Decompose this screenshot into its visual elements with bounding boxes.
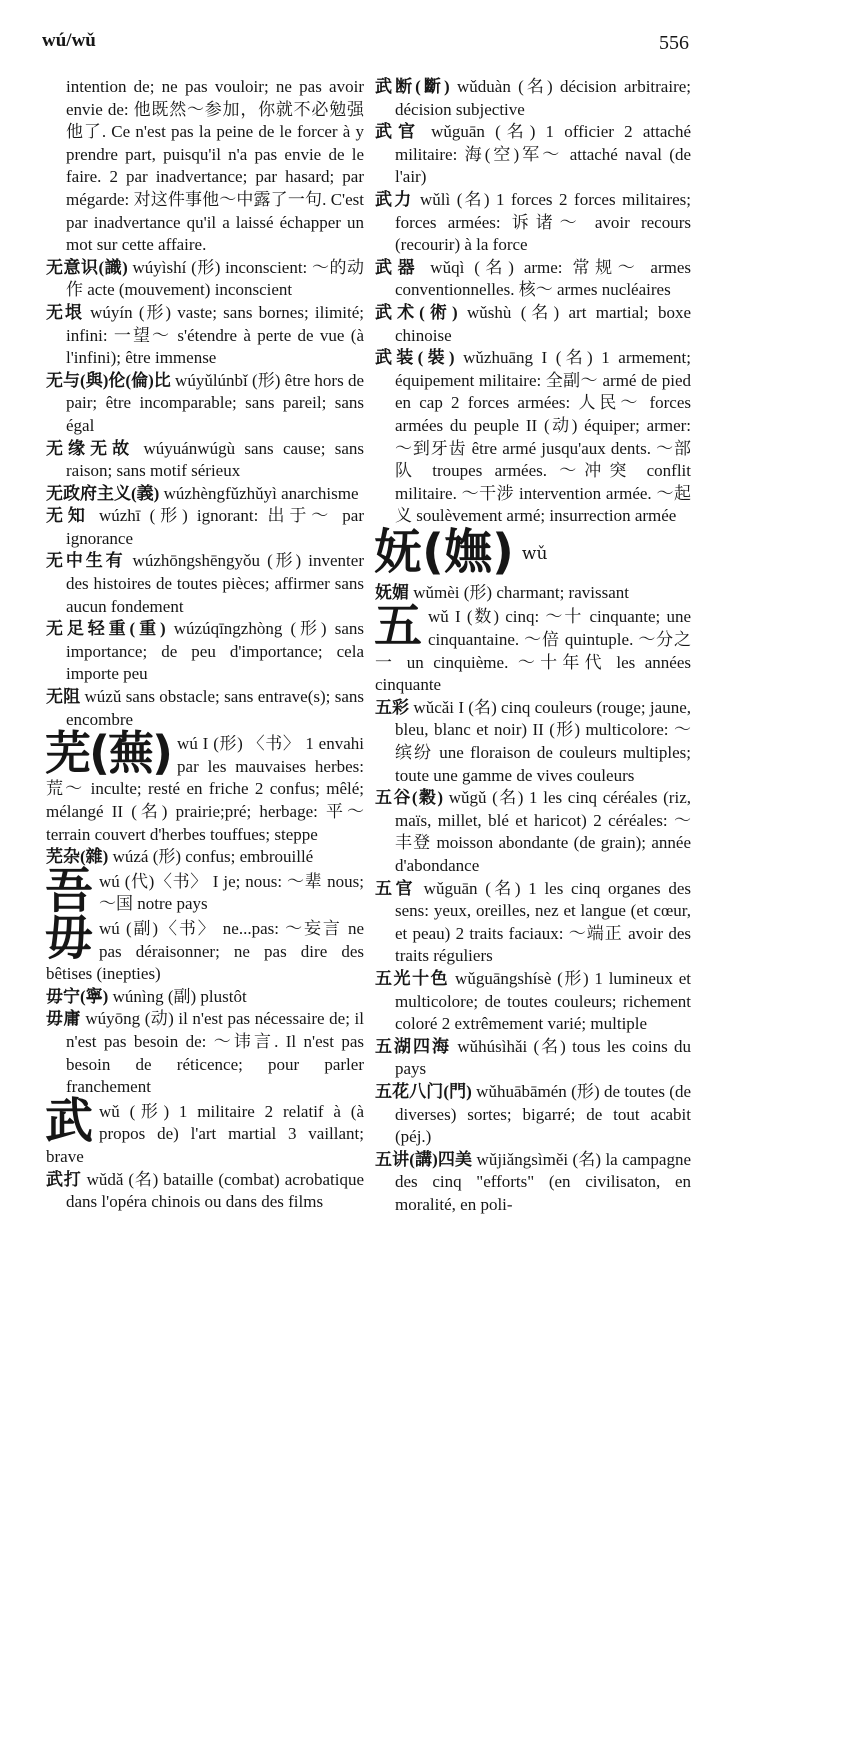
main-character: 武: [45, 1092, 94, 1149]
entry-definition: wǔqì (名) arme: 常规～ armes conventionnelles. 核～ armes nucléaires: [395, 257, 691, 300]
entry-headword: 武术(術): [375, 302, 458, 322]
entry-headword: 武装(裝): [375, 348, 455, 368]
dictionary-entry: [46, 370, 364, 438]
entry-definition: wúyōng (动) il n'est pas nécessaire de; il n'est pas besoin de: ～讳言. Il n'est pas besoin de réticence; pour parler franchement: [66, 1009, 364, 1097]
main-character-entry: [374, 598, 691, 696]
dictionary-entry: [46, 686, 364, 731]
dictionary-entry: [46, 846, 364, 869]
dictionary-entry: [375, 302, 691, 347]
dictionary-entry: [46, 550, 364, 618]
entry-headword: 无缘无故: [46, 438, 135, 458]
right-column: [375, 76, 691, 1217]
main-character: 芜(蕪): [45, 726, 172, 781]
dictionary-entry: [375, 968, 691, 1036]
entry-headword: 无意识(識): [46, 257, 128, 277]
dictionary-entry: [375, 257, 691, 302]
entry-headword: 五官: [375, 878, 416, 898]
dictionary-entry: [375, 1036, 691, 1081]
dictionary-entry: [46, 257, 364, 302]
entry-definition: wǔzhuāng I (名) 1 armement; équipement militaire: 全副～ armé de pied en cap 2 forces armées: 人民～ forces armées du peuple II (动) équiper; armer: ～到牙齿 être armé jusqu'aux dents. ～部队 troupes armées. ～冲突 conflit militaire. ～干涉 intervention armée. ～起义 soulèvement armé; insurrection armée: [395, 348, 692, 526]
pinyin: wǔ: [521, 543, 548, 564]
running-head: wú/wǔ: [42, 30, 96, 51]
entry-definition: wúyuánwúgù sans cause; sans raison; sans motif sérieux: [66, 438, 364, 481]
entry-definition: wǔguāngshísè (形) 1 lumineux et multicolore; de toutes couleurs; richement coloré 2 extrêmement varié; multiple: [395, 968, 692, 1034]
entry-definition: wúyín (形) vaste; sans bornes; ilimité; infini: 一望～ s'étendre à perte de vue (à l'infini); être immense: [66, 302, 365, 368]
entry-headword: 无垠: [46, 302, 84, 322]
entry-definition: wǔhuābāmén (形) de toutes (de diverses) sortes; bigarré; de tout acabit (péj.): [395, 1081, 691, 1147]
entry-definition: wǔguān (名) 1 officier 2 attaché militaire: 海(空)军～ attaché naval (de l'air): [395, 122, 691, 187]
main-character-entry: [45, 726, 364, 846]
entry-headword: 毋宁(寧): [46, 986, 109, 1006]
dictionary-entry: [46, 302, 364, 370]
entry-headword: 武官: [375, 122, 421, 142]
entry-headword: 五讲(講)四美: [375, 1149, 473, 1169]
entry-headword: 无足轻重(重): [46, 619, 166, 639]
entry-headword: 无知: [46, 506, 90, 526]
dictionary-entry: [46, 1169, 364, 1214]
entry-definition: wúzá (形) confus; embrouillé: [108, 847, 314, 867]
main-character: 吾: [45, 862, 94, 919]
dictionary-entry: [375, 878, 691, 968]
entry-definition: wǔgǔ (名) 1 les cinq céréales (riz, maïs, millet, blé et haricot) 2 céréales: ～丰登 moisson abondante (de grain); année d'abondance: [395, 788, 691, 875]
entry-definition: wúyìshí (形) inconscient: ～的动作 acte (mouvement) inconscient: [66, 257, 365, 300]
main-character-entry: [45, 862, 364, 919]
entry-definition: wǔshù (名) art martial; boxe chinoise: [395, 302, 691, 345]
left-column: [46, 76, 364, 1214]
dictionary-entry: [375, 697, 691, 787]
entry-definition: wǔcǎi I (名) cinq couleurs (rouge; jaune, bleu, blanc et noir) II (形) multicolore: ～缤纷 une floraison de couleurs multiples; toute une gamme de vives couleurs: [395, 697, 692, 785]
entry-headword: 武力: [375, 189, 414, 209]
entry-headword: 妩媚: [375, 582, 409, 602]
dictionary-entry: [375, 1081, 691, 1149]
main-character: 五: [374, 598, 423, 655]
entry-headword: 无阻: [46, 687, 81, 707]
entry-headword: 无与(與)伦(倫)比: [46, 370, 171, 390]
entry-headword: 五谷(穀): [375, 788, 444, 808]
dictionary-entry: [375, 189, 691, 257]
dictionary-entry: [375, 787, 691, 877]
entry-definition: wǔmèi (形) charmant; ravissant: [409, 582, 629, 602]
main-character-entry: [45, 1092, 364, 1169]
main-character-entry: [45, 909, 364, 986]
dictionary-entry: [46, 1008, 364, 1098]
entry-headword: 五花八门(門): [375, 1081, 472, 1101]
main-character-heading: [374, 523, 691, 580]
entry-definition: wúzhī (形) ignorant: 出于～ par ignorance: [66, 506, 365, 548]
entry-headword: 武断(斷): [375, 77, 450, 96]
entry-headword: 无政府主义(義): [46, 483, 160, 503]
entry-definition: wǔguān (名) 1 les cinq organes des sens: yeux, oreilles, nez et langue (et cœur, et peau) 2 traits faciaux: ～端正 avoir des traits réguliers: [395, 878, 691, 966]
entry-headword: 毋庸: [46, 1009, 81, 1029]
entry-continuation: intention de; ne pas vouloir; ne pas avoir envie de: 他既然～参加，你就不必勉强他了. Ce n'est pas la peine de le forcer à y prendre part, puisqu'il n'a pas envie de le faire. 2 par inadvertance; par hasard; par mégarde: 对这件事他～中露了一句. C'est par inadvertance qu'il a laissé échapper un mot sur cette affaire.: [66, 77, 364, 255]
entry-headword: 五光十色: [375, 968, 450, 988]
dictionary-entry: [46, 505, 364, 550]
entry-definition: wǔlì (名) 1 forces 2 forces militaires; forces armées: 诉诸～ avoir recours (recourir) à la force: [395, 189, 691, 255]
entry-definition: wúzhōngshēngyǒu (形) inventer des histoires de toutes pièces; affirmer sans aucun fondement: [66, 551, 364, 616]
main-character: 妩(嫵): [374, 523, 514, 580]
entry-headword: 无中生有: [46, 551, 126, 571]
dictionary-entry: [46, 986, 364, 1009]
entry-definition: wǔ (形) 1 militaire 2 relatif à (à propos de) l'art martial 3 vaillant; brave: [46, 1101, 364, 1166]
dictionary-entry: [46, 618, 364, 686]
entry-definition: wú (代)〈书〉 I je; nous: ～辈 nous; ～国 notre pays: [99, 871, 364, 914]
entry-definition: wú I (形) 〈书〉 1 envahi par les mauvaises herbes: 荒～ inculte; resté en friche 2 confus; mêlé; mélangé II (名) prairie;pré; herbage: 平～ terrain couvert d'herbes touffues; steppe: [46, 734, 364, 844]
dictionary-entry: [46, 483, 364, 506]
entry-definition: wú (副)〈书〉 ne...pas: ～妄言 ne pas déraisonner; ne pas dire des bêtises (inepties): [46, 918, 364, 984]
dictionary-entry: [375, 347, 691, 528]
entry-definition: wǔ I (数) cinq: ～十 cinquante; une cinquantaine. ～倍 quintuple. ～分之一 un cinquième. ～十年代 les années cinquante: [375, 607, 691, 695]
dictionary-entry: [46, 438, 364, 483]
dictionary-entry: [375, 76, 691, 121]
entry-definition: wǔduàn (名) décision arbitraire; décision subjective: [395, 77, 691, 119]
page-number: 556: [659, 32, 689, 54]
entry-definition: wúyǔlúnbǐ (形) être hors de pair; être incomparable; sans pareil; sans égal: [66, 370, 364, 435]
entry-headword: 芜杂(雜): [46, 847, 109, 867]
dictionary-entry: [375, 121, 691, 189]
entry-headword: 五彩: [375, 697, 410, 717]
entry-definition: wǔjiǎngsìměi (名) la campagne des cinq "efforts" (en civilisaton, en moralité, en poli-: [395, 1149, 691, 1214]
entry-definition: wúzǔ sans obstacle; sans entrave(s); sans encombre: [66, 687, 364, 729]
dictionary-entry: [375, 1149, 691, 1217]
dictionary-entry: [375, 582, 691, 605]
entry-definition: wǔhúsìhǎi (名) tous les coins du pays: [395, 1036, 691, 1079]
entry-headword: 武器: [375, 257, 421, 277]
entry-headword: 五湖四海: [375, 1036, 452, 1056]
entry-definition: wǔdǎ (名) bataille (combat) acrobatique dans l'opéra chinois ou dans des films: [66, 1169, 365, 1212]
entry-headword: 武打: [46, 1169, 82, 1189]
main-character: 毋: [45, 909, 94, 966]
entry-definition: wúzúqīngzhòng (形) sans importance; de peu d'importance; cela importe peu: [66, 619, 364, 684]
entry-definition: wúnìng (副) plustôt: [108, 986, 247, 1006]
entry-definition: wúzhèngfǔzhǔyì anarchisme: [159, 483, 359, 503]
